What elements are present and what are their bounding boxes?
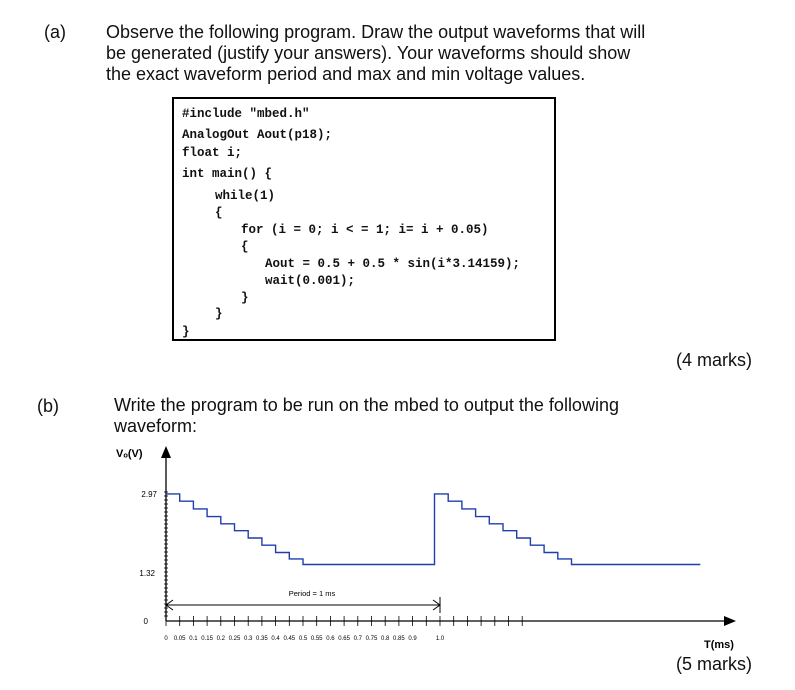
x-tick-label: 0.05	[173, 636, 186, 642]
code-line: #include "mbed.h"	[182, 107, 310, 121]
x-axis-label: T(ms)	[704, 639, 734, 651]
x-tick-label: 0.9	[408, 636, 417, 642]
y-axis-arrow	[161, 446, 171, 458]
code-line: Aout = 0.5 + 0.5 * sin(i*3.14159);	[265, 257, 521, 271]
part-b-label: (b)	[37, 396, 59, 416]
y-tick-label: 0	[143, 617, 148, 626]
x-tick-label: 0.75	[365, 636, 378, 642]
code-line: }	[182, 325, 190, 339]
x-tick-label: 0.6	[326, 636, 335, 642]
x-tick-label: 0.1	[189, 636, 198, 642]
code-line: AnalogOut Aout(p18);	[182, 128, 333, 142]
period-annotation: Period = 1 ms	[288, 589, 336, 598]
x-tick-label: 0.65	[338, 636, 350, 642]
code-line: }	[215, 307, 223, 321]
x-tick-label: 0.8	[381, 636, 390, 642]
x-tick-label: 0.15	[201, 636, 213, 642]
x-tick-label: 0.55	[310, 636, 323, 642]
x-tick-label: 0.2	[216, 636, 225, 642]
part-a-label: (a)	[44, 22, 66, 42]
part-b-question-line: waveform:	[114, 416, 198, 436]
code-line: }	[241, 291, 249, 305]
code-line: for (i = 0; i < = 1; i= i + 0.05)	[241, 223, 489, 237]
part-a-marks: (4 marks)	[676, 350, 752, 370]
y-tick-label: 2.97	[141, 490, 157, 499]
x-tick-label: 0.85	[393, 636, 405, 642]
waveform-line	[166, 494, 700, 565]
x-tick-label: 0.5	[298, 636, 308, 642]
part-b-question-line: Write the program to be run on the mbed to output the following	[114, 395, 619, 415]
code-line: while(1)	[215, 189, 276, 203]
x-tick-label: 0.35	[256, 636, 268, 642]
x-tick-label: 0.25	[228, 636, 241, 642]
x-tick-label: 0.45	[283, 636, 296, 642]
code-line: {	[241, 240, 249, 254]
code-line: float i;	[182, 146, 243, 160]
x-axis-arrow	[724, 616, 736, 626]
part-a-question-line: Observe the following program. Draw the output waveforms that will	[106, 22, 646, 42]
x-tick-label: 1.0	[435, 636, 445, 642]
x-tick-label: 0.7	[353, 636, 362, 642]
code-line: wait(0.001);	[265, 274, 356, 288]
code-line: {	[215, 206, 223, 220]
x-tick-label: 0	[164, 636, 168, 642]
part-b-marks: (5 marks)	[676, 654, 752, 674]
y-axis-label: Vₒ(V)	[116, 448, 143, 460]
part-a-question-line: be generated (justify your answers). Your waveforms should show	[106, 43, 631, 63]
part-a-question-line: the exact waveform period and max and min voltage values.	[106, 64, 586, 84]
code-line: int main() {	[182, 167, 273, 181]
x-tick-label: 0.3	[244, 636, 253, 642]
x-tick-label: 0.4	[271, 636, 280, 642]
y-tick-label: 1.32	[139, 569, 155, 578]
